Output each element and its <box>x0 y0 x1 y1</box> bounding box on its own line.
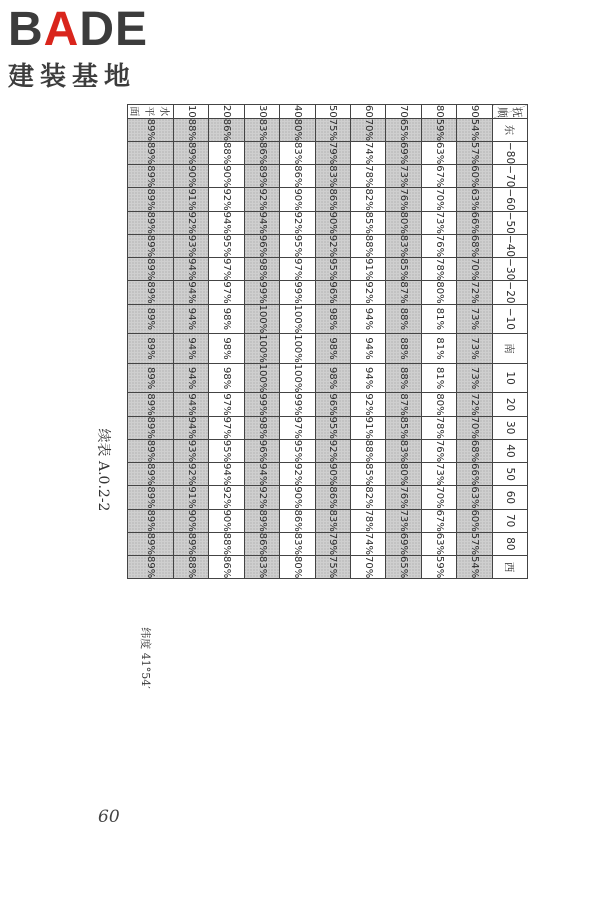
column-header: 20 <box>492 393 527 416</box>
table-cell: 92% <box>244 188 279 211</box>
table-cell: 94% <box>244 463 279 486</box>
table-cell: 83% <box>315 509 350 532</box>
table-row <box>244 105 279 579</box>
table-cell: 83% <box>244 118 279 141</box>
table-cell: 92% <box>315 439 350 462</box>
table-cell: 63% <box>457 188 492 211</box>
table-cell: 90% <box>174 165 209 188</box>
table-cell: 97% <box>209 258 244 281</box>
table-cell: 88% <box>386 304 421 334</box>
table-cell: 98% <box>209 304 244 334</box>
table-cell: 76% <box>386 188 421 211</box>
table-cell: 70% <box>351 118 386 141</box>
table-cell: 92% <box>280 211 315 234</box>
table-cell: 88% <box>351 234 386 257</box>
table-row <box>421 105 456 579</box>
table-cell: 86% <box>209 556 244 579</box>
table-cell: 99% <box>280 281 315 304</box>
table-cell: 87% <box>386 393 421 416</box>
column-header: 60 <box>492 486 527 509</box>
table-cell: 86% <box>244 141 279 164</box>
table-cell: 83% <box>244 556 279 579</box>
table-cell: 92% <box>174 463 209 486</box>
table-cell: 100% <box>280 363 315 393</box>
table-row <box>457 105 492 579</box>
table-cell: 86% <box>315 188 350 211</box>
table-cell: 83% <box>280 141 315 164</box>
table-cell: 69% <box>386 141 421 164</box>
table-cell: 78% <box>351 165 386 188</box>
table-cell: 100% <box>280 334 315 364</box>
table-cell: 87% <box>386 281 421 304</box>
table-cell: 98% <box>315 304 350 334</box>
table-cell: 100% <box>280 304 315 334</box>
row-label: 80 <box>421 105 456 119</box>
table-cell: 94% <box>351 304 386 334</box>
table-cell: 85% <box>386 258 421 281</box>
table-cell: 73% <box>421 211 456 234</box>
column-header: 70 <box>492 509 527 532</box>
table-cell: 98% <box>315 363 350 393</box>
table-cell: 92% <box>351 393 386 416</box>
table-cell: 70% <box>457 258 492 281</box>
column-header: −40 <box>492 234 527 257</box>
column-header: −50 <box>492 211 527 234</box>
table-cell: 78% <box>351 509 386 532</box>
table-cell: 90% <box>209 165 244 188</box>
table-cell: 67% <box>421 509 456 532</box>
table-cell: 100% <box>244 363 279 393</box>
table-cell: 88% <box>386 334 421 364</box>
table-cell: 81% <box>421 363 456 393</box>
table-cell: 79% <box>315 532 350 555</box>
table-cell: 89% <box>128 532 174 555</box>
table-container <box>127 104 528 579</box>
table-cell: 59% <box>421 556 456 579</box>
table-cell: 89% <box>128 416 174 439</box>
table-cell: 89% <box>128 304 174 334</box>
corner-cell <box>492 105 527 119</box>
row-label: 30 <box>244 105 279 119</box>
table-cell: 54% <box>457 118 492 141</box>
table-cell: 96% <box>244 234 279 257</box>
table-cell: 86% <box>244 532 279 555</box>
table-cell: 92% <box>315 234 350 257</box>
table-cell: 95% <box>315 258 350 281</box>
table-cell: 63% <box>457 486 492 509</box>
column-header: 东 <box>492 118 527 141</box>
table-cell: 88% <box>351 439 386 462</box>
table-cell: 66% <box>457 211 492 234</box>
table-cell: 92% <box>351 281 386 304</box>
table-cell: 99% <box>244 393 279 416</box>
table-row <box>315 105 350 579</box>
table-cell: 92% <box>244 486 279 509</box>
column-header: 10 <box>492 363 527 393</box>
row-label: 10 <box>174 105 209 119</box>
table-cell: 68% <box>457 439 492 462</box>
table-cell: 80% <box>386 211 421 234</box>
table-cell: 83% <box>386 439 421 462</box>
table-cell: 86% <box>280 509 315 532</box>
table-cell: 80% <box>280 556 315 579</box>
table-cell: 89% <box>128 393 174 416</box>
table-cell: 89% <box>244 165 279 188</box>
logo-letter-a: A <box>43 3 80 56</box>
table-cell: 60% <box>457 509 492 532</box>
table-cell: 94% <box>174 334 209 364</box>
table-cell: 78% <box>421 258 456 281</box>
column-header: −60 <box>492 188 527 211</box>
table-cell: 88% <box>209 532 244 555</box>
table-cell: 78% <box>421 416 456 439</box>
table-row <box>351 105 386 579</box>
table-cell: 73% <box>457 304 492 334</box>
table-cell: 89% <box>174 141 209 164</box>
table-cell: 94% <box>174 393 209 416</box>
table-cell: 90% <box>209 509 244 532</box>
table-cell: 88% <box>174 556 209 579</box>
table-cell: 63% <box>421 532 456 555</box>
corner-label: 抚顺 <box>495 107 523 118</box>
table-cell: 89% <box>244 509 279 532</box>
table-cell: 70% <box>421 486 456 509</box>
table-cell: 73% <box>457 334 492 364</box>
table-cell: 100% <box>244 304 279 334</box>
table-row <box>128 105 174 579</box>
table-cell: 98% <box>315 334 350 364</box>
table-cell: 89% <box>128 486 174 509</box>
table-cell: 95% <box>280 234 315 257</box>
table-cell: 73% <box>457 363 492 393</box>
table-cell: 76% <box>421 234 456 257</box>
column-header: −30 <box>492 258 527 281</box>
table-cell: 97% <box>209 393 244 416</box>
table-cell: 93% <box>174 439 209 462</box>
logo-subtitle: 建装基地 <box>8 62 137 92</box>
table-cell: 94% <box>174 258 209 281</box>
table-cell: 74% <box>351 141 386 164</box>
table-cell: 94% <box>174 304 209 334</box>
table-cell: 94% <box>174 416 209 439</box>
table-cell: 83% <box>280 532 315 555</box>
table-cell: 89% <box>128 439 174 462</box>
column-header: −70 <box>492 165 527 188</box>
table-cell: 96% <box>315 393 350 416</box>
table-cell: 85% <box>351 211 386 234</box>
table-cell: 76% <box>386 486 421 509</box>
column-header: 30 <box>492 416 527 439</box>
table-cell: 88% <box>174 118 209 141</box>
table-cell: 66% <box>457 463 492 486</box>
table-cell: 89% <box>128 234 174 257</box>
brand-logo <box>8 3 178 93</box>
table-cell: 96% <box>315 281 350 304</box>
table-cell: 97% <box>280 416 315 439</box>
table-cell: 80% <box>421 281 456 304</box>
latitude-label: 纬度 41°54′ <box>139 627 152 689</box>
table-cell: 89% <box>128 463 174 486</box>
row-label: 水平面 <box>128 105 174 119</box>
table-cell: 90% <box>280 486 315 509</box>
table-cell: 98% <box>244 258 279 281</box>
table-cell: 92% <box>280 463 315 486</box>
table-cell: 94% <box>351 363 386 393</box>
table-cell: 70% <box>351 556 386 579</box>
table-cell: 94% <box>209 211 244 234</box>
table-caption: 续表 A.0.2-2 <box>95 428 111 512</box>
table-cell: 68% <box>457 234 492 257</box>
table-row <box>209 105 244 579</box>
table-cell: 89% <box>128 141 174 164</box>
table-cell: 89% <box>128 258 174 281</box>
table-cell: 82% <box>351 188 386 211</box>
row-label: 60 <box>351 105 386 119</box>
table-cell: 73% <box>421 463 456 486</box>
table-cell: 91% <box>174 188 209 211</box>
table-cell: 89% <box>128 363 174 393</box>
table-cell: 81% <box>421 304 456 334</box>
table-cell: 94% <box>174 363 209 393</box>
table-row <box>280 105 315 579</box>
table-cell: 91% <box>174 486 209 509</box>
table-cell: 95% <box>315 416 350 439</box>
table-cell: 69% <box>386 532 421 555</box>
table-cell: 92% <box>174 211 209 234</box>
table-cell: 60% <box>457 165 492 188</box>
table-cell: 90% <box>315 463 350 486</box>
table-cell: 73% <box>386 509 421 532</box>
table-cell: 89% <box>128 281 174 304</box>
table-cell: 75% <box>315 556 350 579</box>
table-cell: 100% <box>244 334 279 364</box>
table-cell: 65% <box>386 556 421 579</box>
table-cell: 59% <box>421 118 456 141</box>
table-cell: 57% <box>457 532 492 555</box>
table-cell: 85% <box>386 416 421 439</box>
table-cell: 94% <box>244 211 279 234</box>
table-cell: 75% <box>315 118 350 141</box>
table-row <box>174 105 209 579</box>
table-cell: 95% <box>209 439 244 462</box>
table-cell: 86% <box>209 118 244 141</box>
table-cell: 97% <box>209 281 244 304</box>
table-cell: 90% <box>174 509 209 532</box>
table-cell: 89% <box>128 165 174 188</box>
table-cell: 54% <box>457 556 492 579</box>
header-row <box>492 105 527 579</box>
table-cell: 97% <box>280 258 315 281</box>
column-header: −80 <box>492 141 527 164</box>
table-cell: 94% <box>351 334 386 364</box>
column-header: 南 <box>492 334 527 364</box>
table-cell: 92% <box>209 188 244 211</box>
row-label: 90 <box>457 105 492 119</box>
table-cell: 90% <box>315 211 350 234</box>
logo-letter-b: B <box>8 3 44 56</box>
column-header: 80 <box>492 532 527 555</box>
table-cell: 81% <box>421 334 456 364</box>
row-label: 50 <box>315 105 350 119</box>
table-cell: 89% <box>128 118 174 141</box>
table-cell: 72% <box>457 393 492 416</box>
column-header: 40 <box>492 439 527 462</box>
table-cell: 65% <box>386 118 421 141</box>
row-label: 20 <box>209 105 244 119</box>
table-cell: 89% <box>128 211 174 234</box>
table-cell: 98% <box>209 363 244 393</box>
table-cell: 83% <box>315 165 350 188</box>
table-cell: 57% <box>457 141 492 164</box>
row-label: 70 <box>386 105 421 119</box>
table-cell: 88% <box>386 363 421 393</box>
table-cell: 98% <box>244 416 279 439</box>
table-cell: 88% <box>209 141 244 164</box>
table-cell: 92% <box>209 486 244 509</box>
table-cell: 70% <box>457 416 492 439</box>
table-cell: 86% <box>280 165 315 188</box>
table-cell: 80% <box>386 463 421 486</box>
table-cell: 99% <box>280 393 315 416</box>
column-header: 50 <box>492 463 527 486</box>
table-cell: 73% <box>386 165 421 188</box>
column-header: −10 <box>492 304 527 334</box>
table-cell: 91% <box>351 258 386 281</box>
table-cell: 93% <box>174 234 209 257</box>
table-cell: 72% <box>457 281 492 304</box>
table-cell: 97% <box>209 416 244 439</box>
table-cell: 98% <box>209 334 244 364</box>
table-cell: 89% <box>128 509 174 532</box>
table-cell: 89% <box>174 532 209 555</box>
table-cell: 80% <box>421 393 456 416</box>
table-cell: 80% <box>280 118 315 141</box>
table-cell: 74% <box>351 532 386 555</box>
table-cell: 76% <box>421 439 456 462</box>
table-cell: 91% <box>351 416 386 439</box>
table-cell: 89% <box>128 334 174 364</box>
table-cell: 94% <box>209 463 244 486</box>
ratio-table <box>127 104 528 579</box>
table-cell: 96% <box>244 439 279 462</box>
table-cell: 95% <box>280 439 315 462</box>
table-cell: 89% <box>128 188 174 211</box>
table-cell: 90% <box>280 188 315 211</box>
table-cell: 63% <box>421 141 456 164</box>
logo-letters-de: DE <box>79 3 149 56</box>
logo-wordmark <box>8 3 178 56</box>
table-cell: 99% <box>244 281 279 304</box>
table-row <box>386 105 421 579</box>
table-cell: 94% <box>174 281 209 304</box>
table-cell: 86% <box>315 486 350 509</box>
page-number: 60 <box>98 807 120 827</box>
table-cell: 95% <box>209 234 244 257</box>
table-cell: 70% <box>421 188 456 211</box>
column-header: 西 <box>492 556 527 579</box>
table-cell: 89% <box>128 556 174 579</box>
table-cell: 82% <box>351 486 386 509</box>
table-cell: 67% <box>421 165 456 188</box>
table-cell: 85% <box>351 463 386 486</box>
table-body <box>128 105 493 579</box>
row-label: 40 <box>280 105 315 119</box>
table-cell: 83% <box>386 234 421 257</box>
column-header: −20 <box>492 281 527 304</box>
table-cell: 79% <box>315 141 350 164</box>
